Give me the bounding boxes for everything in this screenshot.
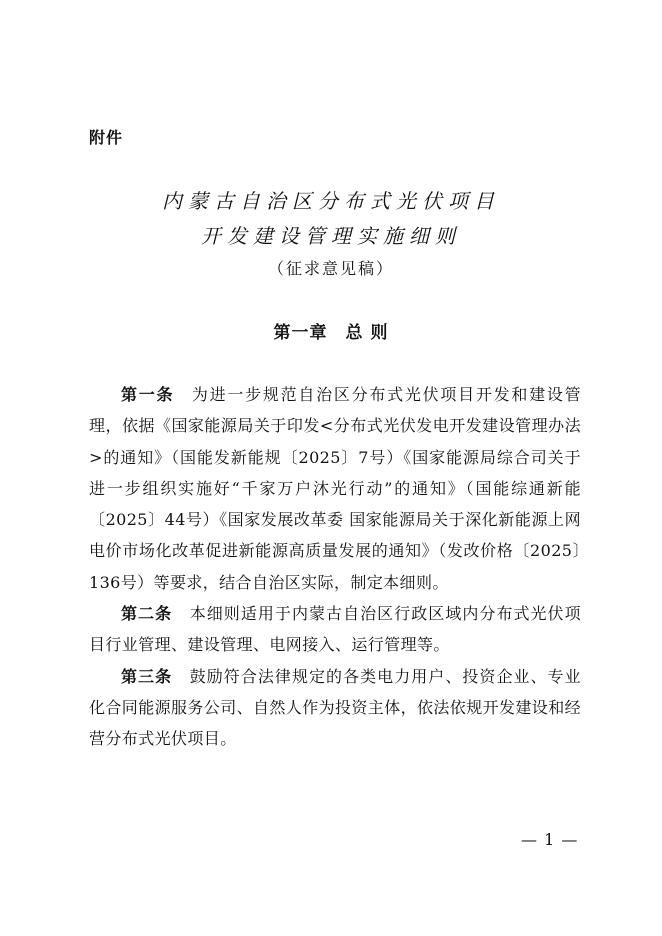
attachment-label: 附件: [89, 128, 124, 147]
document-subtitle: （征求意见稿）: [267, 259, 394, 278]
article-paragraph: [89, 661, 581, 755]
article-label: 第三条: [121, 666, 173, 686]
article-text: 为进一步规范自治区分布式光伏项目开发和建设管理，依据《国家能源局关于印发<分布式光伏发电开发建设管理办法>的通知》（国能发新能规〔2025〕7号）《国家能源局综合司关于进一步组织实施好“千家万户沐光行动”的通知》（国能综通新能〔2025〕44号）《国家发展改革委 国家能源局关于深化新能源上网电价市场化改革促进新能源高质量发展的通知》（发改价格〔2025〕136号）等要求，结合自治区实际，制定本细则。: [89, 385, 581, 592]
article-text: 本细则适用于内蒙古自治区行政区域内分布式光伏项目行业管理、建设管理、电网接入、运行管理等。: [89, 604, 581, 655]
page-number: — 1 —: [521, 830, 579, 849]
chapter-name: 总 则: [345, 323, 389, 343]
article-text: 鼓励符合法律规定的各类电力用户、投资企业、专业化合同能源服务公司、自然人作为投资主体，依法依规开发建设和经营分布式光伏项目。: [89, 666, 582, 749]
document-title-line-1: 内蒙古自治区分布式光伏项目: [162, 189, 500, 213]
document-body: [89, 379, 581, 755]
chapter-heading: [0, 318, 662, 343]
article-paragraph: [89, 598, 581, 661]
chapter-number: 第一章: [273, 323, 328, 343]
article-label: 第一条: [121, 385, 175, 404]
document-title-line-2: 开发建设管理实施细则: [201, 224, 461, 248]
article-label: 第二条: [121, 604, 173, 624]
article-paragraph: [89, 379, 581, 598]
